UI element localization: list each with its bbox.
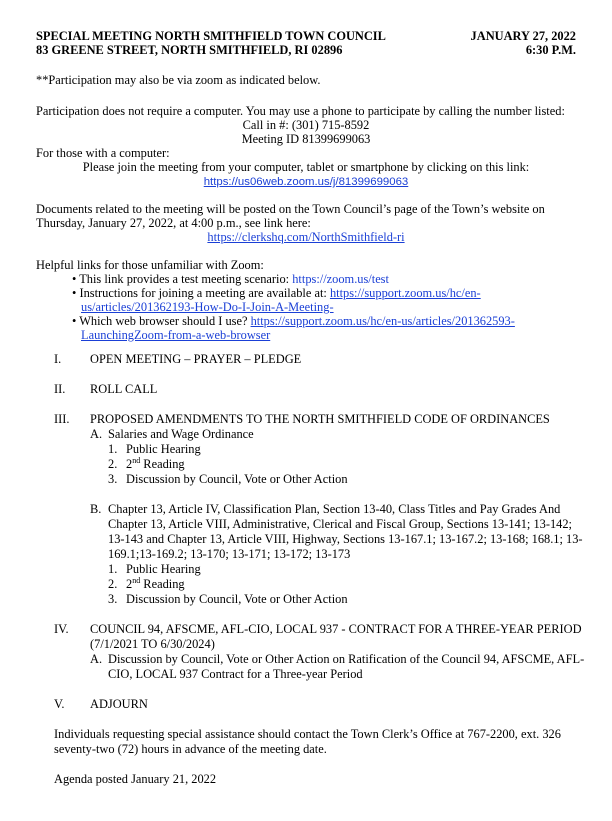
reading-text: Reading	[140, 577, 185, 591]
agenda-item-number: I.	[54, 352, 62, 366]
subitem-label: A.	[90, 652, 103, 666]
bullet-icon: •	[72, 314, 77, 328]
b-second-reading	[126, 577, 185, 592]
subitem-number: 2.	[108, 577, 118, 591]
zoom-note: **Participation may also be via zoom as indicated below.	[36, 73, 321, 87]
b-public-hearing: Public Hearing	[126, 562, 201, 576]
reading-text: Reading	[140, 457, 185, 471]
bullet-icon: •	[72, 272, 77, 286]
bullet-icon: •	[72, 286, 77, 300]
bullet-join-instructions	[72, 286, 481, 301]
computer-instructions: Please join the meeting from your computer, tablet or smartphone by clicking on this link:	[82, 160, 530, 174]
ordinal-suffix: nd	[132, 455, 141, 465]
agenda-item-number: III.	[54, 412, 70, 426]
subitem-number: 2.	[108, 457, 118, 471]
ordinal-number: 2	[126, 577, 133, 591]
agenda-item-number: IV.	[54, 622, 69, 636]
b-text-line-4: 169.1;13-169.2; 13-170; 13-171; 13-172; 13-173	[108, 547, 351, 561]
b-text-line-1: Chapter 13, Article IV, Classification Plan, Section 13-40, Class Titles and Pay Grades And	[108, 502, 561, 516]
zoom-test-link[interactable]: https://zoom.us/test	[292, 272, 389, 286]
agenda-item-roll-call: ROLL CALL	[90, 382, 158, 396]
iv-a-line-1: Discussion by Council, Vote or Other Action on Ratification of the Council 94, AFSCME, AFL-	[108, 652, 585, 666]
agenda-item-open-meeting: OPEN MEETING – PRAYER – PLEDGE	[90, 352, 302, 366]
b-text-line-3: 13-143 and Chapter 13, Article VIII, Highway, Sections 13-167.1; 13-167.2; 13-168; 168.1; 13-	[108, 532, 583, 546]
subitem-label: A.	[90, 427, 103, 441]
agenda-item-number: II.	[54, 382, 66, 396]
subitem-number: 1.	[108, 562, 118, 576]
subitem-label: B.	[90, 502, 102, 516]
helpful-links-intro: Helpful links for those unfamiliar with Zoom:	[36, 258, 264, 272]
special-assistance-line-1: Individuals requesting special assistance should contact the Town Clerk’s Office at 767-2200, ext. 326	[54, 727, 561, 741]
subitem-number: 3.	[108, 592, 118, 606]
meeting-id: Meeting ID 81399699063	[241, 132, 371, 146]
documents-line-2: Thursday, January 27, 2022, at 4:00 p.m., see link here:	[36, 216, 311, 230]
agenda-item-proposed-amendments: PROPOSED AMENDMENTS TO THE NORTH SMITHFIELD CODE OF ORDINANCES	[90, 412, 550, 426]
web-browser-link-continued	[81, 328, 270, 343]
bullet-test-meeting	[72, 272, 389, 287]
agenda-posted-date: Agenda posted January 21, 2022	[54, 772, 217, 786]
agenda-item-number: V.	[54, 697, 65, 711]
b-text-line-2: Chapter 13, Article VIII, Administrative, Clerical and Fiscal Group, Sections 13-141; 13-142;	[108, 517, 572, 531]
documents-link-line	[0, 230, 612, 245]
agenda-item-council-94-line-1: COUNCIL 94, AFSCME, AFL-CIO, LOCAL 937 - CONTRACT FOR A THREE-YEAR PERIOD	[90, 622, 582, 636]
bullet-join-instructions-text: Instructions for joining a meeting are available at:	[79, 286, 330, 300]
agenda-item-council-94-line-2: (7/1/2021 TO 6/30/2024)	[90, 637, 215, 651]
special-assistance-line-2: seventy-two (72) hours in advance of the meeting date.	[54, 742, 327, 756]
meeting-time: 6:30 P.M.	[525, 43, 576, 57]
agenda-item-adjourn: ADJOURN	[90, 697, 148, 711]
iv-a-line-2: CIO, LOCAL 937 Contract for a Three-year Period	[108, 667, 363, 681]
phone-intro: Participation does not require a computer. You may use a phone to participate by calling the number listed:	[36, 104, 565, 118]
web-browser-link-part-2[interactable]: LaunchingZoom-from-a-web-browser	[81, 328, 271, 342]
zoom-meeting-link[interactable]: https://us06web.zoom.us/j/81399699063	[203, 176, 409, 188]
b-discussion: Discussion by Council, Vote or Other Action	[126, 592, 348, 606]
meeting-address: 83 GREENE STREET, NORTH SMITHFIELD, RI 02896	[36, 43, 343, 57]
join-meeting-link-part-2[interactable]: us/articles/201362193-How-Do-I-Join-A-Meeting-	[81, 300, 334, 314]
join-meeting-link-part-1[interactable]: https://support.zoom.us/hc/en-	[329, 286, 481, 300]
call-in-number: Call in #: (301) 715-8592	[242, 118, 370, 132]
documents-line-1: Documents related to the meeting will be posted on the Town Council’s page of the Town’s website on	[36, 202, 545, 216]
clerkshq-link[interactable]: https://clerkshq.com/NorthSmithfield-ri	[207, 230, 405, 244]
subitem-number: 3.	[108, 472, 118, 486]
ordinal-suffix: nd	[132, 575, 141, 585]
meeting-date: JANUARY 27, 2022	[470, 29, 576, 43]
a-second-reading	[126, 457, 185, 472]
meeting-title: SPECIAL MEETING NORTH SMITHFIELD TOWN COUNCIL	[36, 29, 386, 43]
subitem-number: 1.	[108, 442, 118, 456]
bullet-web-browser-text: Which web browser should I use?	[79, 314, 251, 328]
a-public-hearing: Public Hearing	[126, 442, 201, 456]
web-browser-link-part-1[interactable]: https://support.zoom.us/hc/en-us/articles/201362593-	[250, 314, 515, 328]
bullet-web-browser	[72, 314, 515, 329]
bullet-test-meeting-text: This link provides a test meeting scenario:	[79, 272, 293, 286]
zoom-meeting-link-line	[0, 174, 612, 190]
a-discussion: Discussion by Council, Vote or Other Action	[126, 472, 348, 486]
join-meeting-link-continued	[81, 300, 334, 315]
computer-intro: For those with a computer:	[36, 146, 170, 160]
ordinal-number: 2	[126, 457, 133, 471]
subitem-salaries-wage: Salaries and Wage Ordinance	[108, 427, 254, 441]
